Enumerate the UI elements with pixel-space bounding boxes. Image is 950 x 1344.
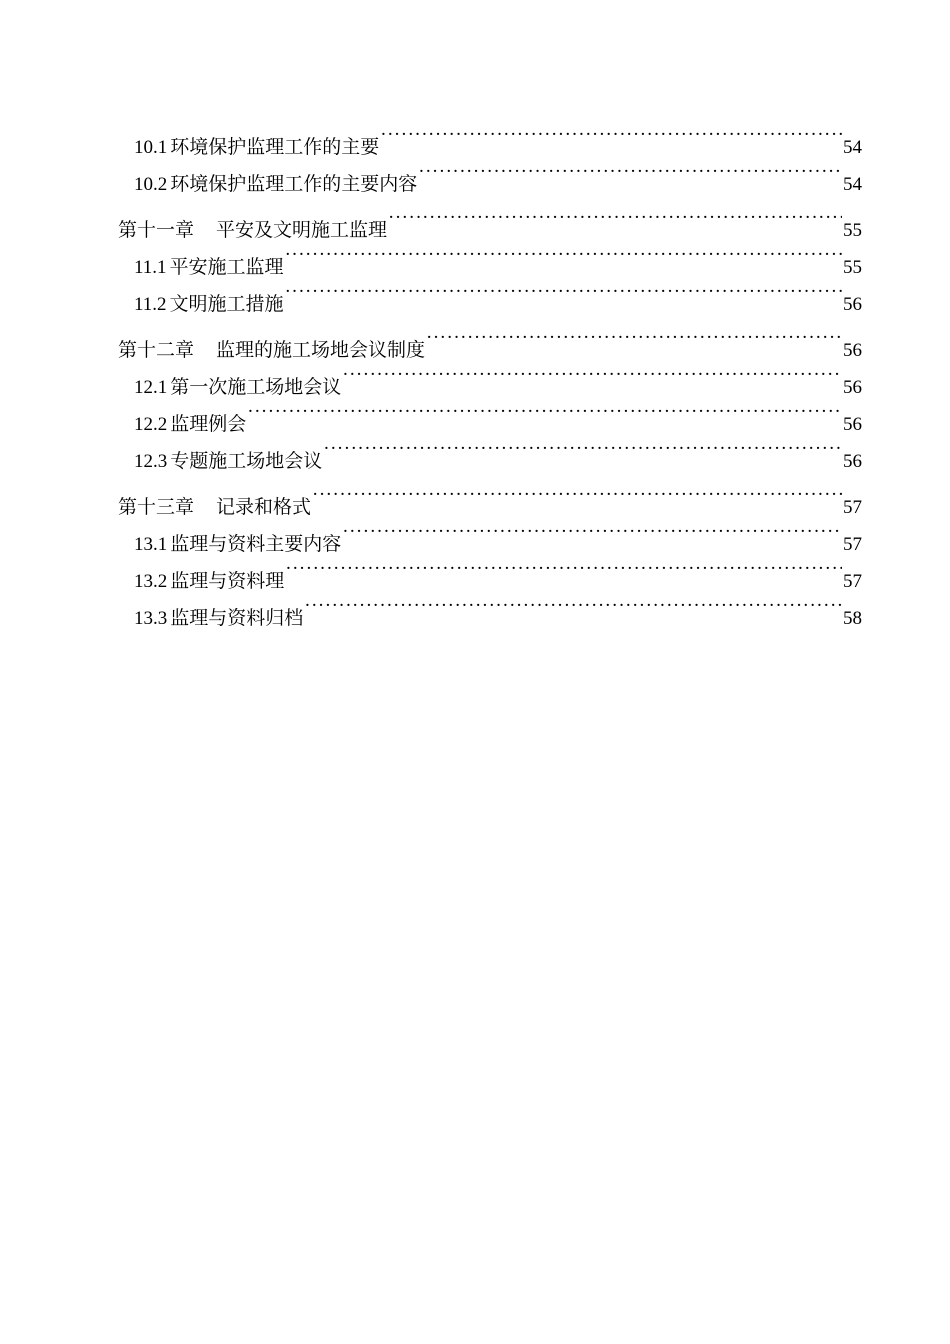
toc-entry-page: 56	[843, 294, 862, 315]
toc-entry-title: 专题施工场地会议	[170, 450, 323, 472]
toc-entry-number: 10.2	[134, 174, 168, 195]
toc-entry-number: 13.2	[134, 571, 168, 592]
toc-dot-leader	[342, 513, 842, 550]
toc-dot-leader	[285, 273, 842, 310]
toc-entry-title: 监理的施工场地会议制度	[216, 339, 426, 361]
toc-entry-page: 56	[843, 377, 862, 398]
toc-entry-page: 54	[843, 137, 862, 158]
toc-entry-page: 56	[843, 414, 862, 435]
toc-entry-title: 监理与资料归档	[170, 607, 304, 629]
toc-entry-chapter-12[interactable]	[118, 319, 862, 361]
toc-dot-leader	[312, 476, 842, 513]
toc-entry-page: 57	[843, 534, 862, 555]
toc-entry-number: 12.3	[134, 451, 168, 472]
toc-entry-title: 第一次施工场地会议	[170, 376, 342, 398]
toc-entry-number: 13.3	[134, 608, 168, 629]
toc-entry-page: 55	[843, 220, 862, 241]
toc-entry-number: 11.1	[134, 257, 167, 278]
toc-entry-title: 文明施工措施	[169, 293, 284, 315]
toc-entry-page: 57	[843, 571, 862, 592]
toc-dot-leader	[323, 430, 842, 467]
toc-entry-number: 12.1	[134, 377, 168, 398]
toc-dot-leader	[304, 587, 842, 624]
toc-dot-leader	[380, 116, 842, 153]
toc-entry-title: 监理与资料主要内容	[170, 533, 342, 555]
toc-entry-number: 第十三章	[118, 496, 195, 518]
toc-entry-number: 10.1	[134, 137, 168, 158]
toc-entry-page: 56	[843, 340, 862, 361]
toc-entry-title: 环境保护监理工作的主要	[170, 136, 380, 158]
toc-entry-title: 平安及文明施工监理	[216, 219, 388, 241]
toc-entry-title: 监理例会	[170, 413, 247, 435]
toc-entry-title: 监理与资料理	[170, 570, 285, 592]
toc-entry-title: 记录和格式	[216, 496, 312, 518]
toc-dot-leader	[426, 319, 842, 356]
toc-dot-leader	[388, 199, 842, 236]
toc-dot-leader	[285, 236, 842, 273]
toc-entry-page: 56	[843, 451, 862, 472]
toc-entry-number: 12.2	[134, 414, 168, 435]
toc-entry-title: 环境保护监理工作的主要内容	[170, 173, 418, 195]
table-of-contents	[118, 116, 862, 629]
toc-entry-number: 第十一章	[118, 219, 195, 241]
toc-dot-leader	[285, 550, 842, 587]
toc-entry-page: 58	[843, 608, 862, 629]
toc-dot-leader	[247, 393, 842, 430]
toc-entry-number: 11.2	[134, 294, 167, 315]
toc-dot-leader	[342, 356, 842, 393]
toc-entry-title: 平安施工监理	[169, 256, 284, 278]
toc-entry-page: 57	[843, 497, 862, 518]
toc-entry-page: 54	[843, 174, 862, 195]
toc-entry-10-1[interactable]	[118, 116, 862, 158]
toc-entry-chapter-11[interactable]	[118, 199, 862, 241]
toc-dot-leader	[418, 153, 842, 190]
toc-entry-chapter-13[interactable]	[118, 476, 862, 518]
toc-entry-number: 13.1	[134, 534, 168, 555]
toc-entry-page: 55	[843, 257, 862, 278]
toc-entry-number: 第十二章	[118, 339, 195, 361]
